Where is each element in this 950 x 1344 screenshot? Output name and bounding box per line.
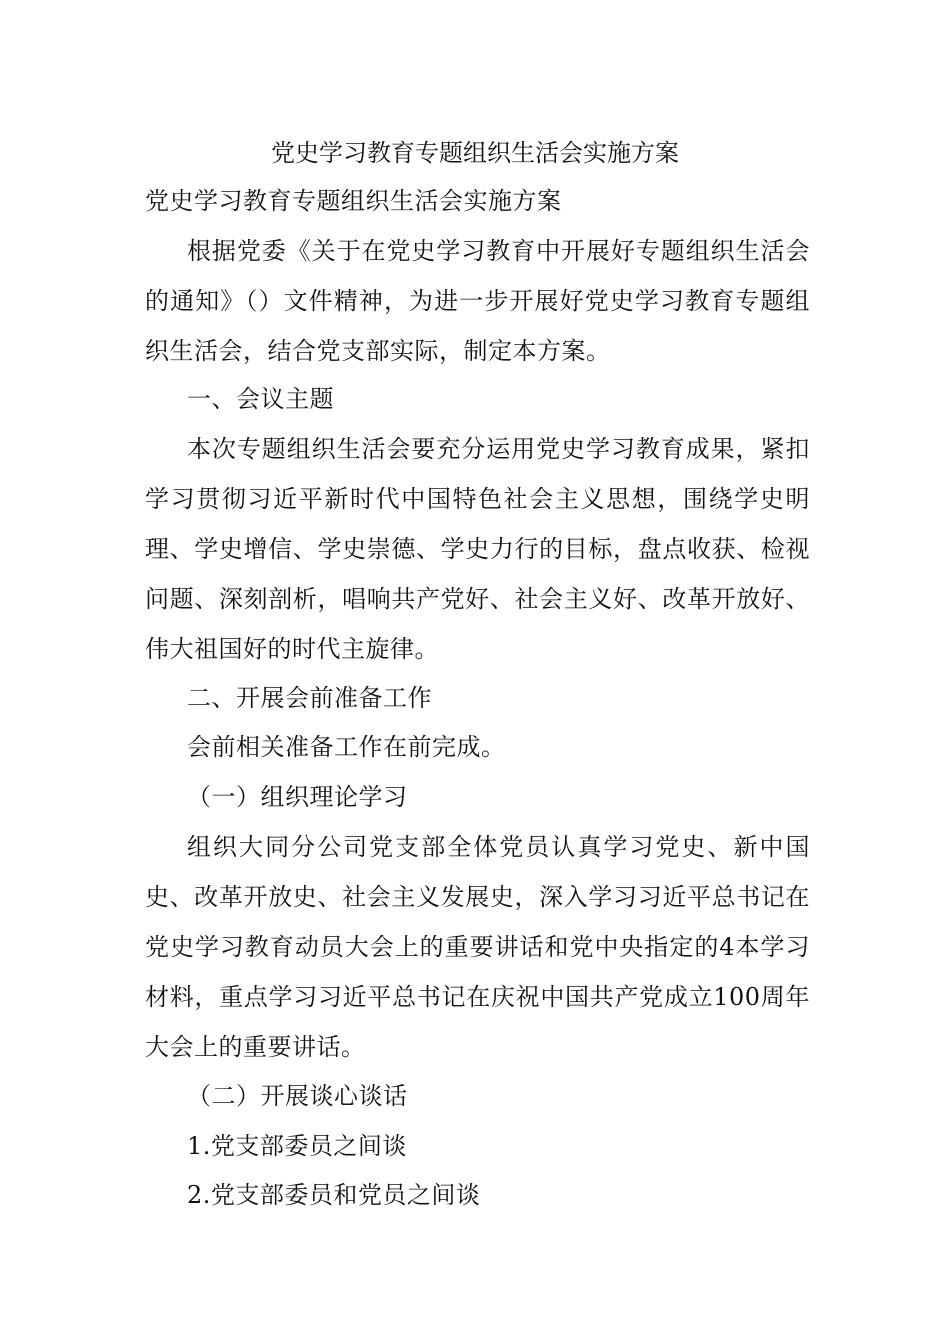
subsection-2-heading: （二）开展谈心谈话: [187, 1082, 408, 1110]
section-2-body: 会前相关准备工作在前完成。: [187, 733, 506, 761]
intro-paragraph: 根据党委《关于在党史学习教育中开展好专题组织生活会的通知》（）文件精神，为进一步开展好党史学习教育专题组织生活会，结合党支部实际，制定本方案。: [145, 237, 810, 365]
section-1-heading: 一、会议主题: [187, 385, 334, 413]
section-1-body: 本次专题组织生活会要充分运用党史学习教育成果，紧扣学习贯彻习近平新时代中国特色社会主义思想，围绕学史明理、学史增信、学史崇德、学史力行的目标，盘点收获、检视问题、深刻剖析，唱响共产党好、社会主义好、改革开放好、伟大祖国好的时代主旋律。: [145, 435, 810, 663]
document-subtitle: 党史学习教育专题组织生活会实施方案: [145, 187, 562, 215]
subsection-1-body: 组织大同分公司党支部全体党员认真学习党史、新中国史、改革开放史、社会主义发展史，深入学习习近平总书记在党史学习教育动员大会上的重要讲话和党中央指定的4本学习材料，重点学习习近平总书记在庆祝中国共产党成立100周年大会上的重要讲话。: [145, 833, 810, 1061]
list-item: 2.党支部委员和党员之间谈: [187, 1181, 481, 1209]
list-item: 1.党支部委员之间谈: [187, 1132, 407, 1160]
subsection-1-heading: （一）组织理论学习: [187, 783, 408, 811]
document-title: 党史学习教育专题组织生活会实施方案: [271, 139, 679, 167]
section-2-heading: 二、开展会前准备工作: [187, 684, 432, 712]
